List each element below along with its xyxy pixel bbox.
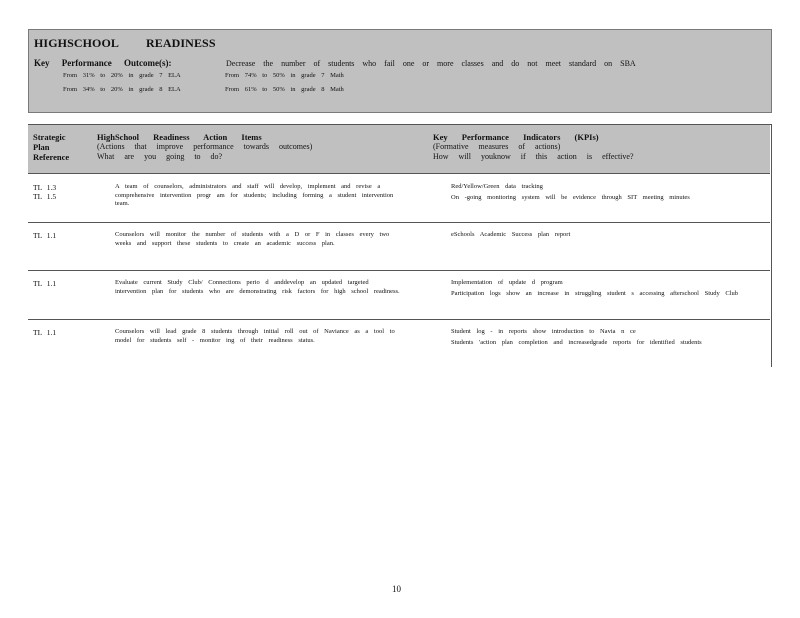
- header-kpis: [433, 132, 733, 162]
- math-target: From 61% to 50% in grade 8 Math: [225, 86, 344, 93]
- title-part2: READINESS: [146, 36, 216, 50]
- header-text: Strategic: [33, 132, 66, 142]
- header-text: Plan: [33, 142, 50, 152]
- table-row: [28, 319, 770, 367]
- header-text: Reference: [33, 152, 70, 162]
- header-strategic-plan: [33, 132, 69, 162]
- action-item: A team of counselors, administrators and staff will develop, implement and revise a comprehensive intervention progr am for students; including forming a student intervention team.: [115, 183, 394, 207]
- page-number: 10: [392, 584, 401, 594]
- ref-text: TL 1.5: [33, 192, 57, 201]
- ref-text: TL 1.1: [33, 231, 57, 240]
- header-text: What are you going to do?: [97, 152, 223, 161]
- ref-text: TL 1.1: [33, 328, 57, 337]
- action-table: [28, 124, 772, 367]
- action-item: Evaluate current Study Club/ Connections perio d anddevelop an updated targeted intervention plan for students who are demonstrating risk factors for high school readiness.: [115, 279, 400, 295]
- kpi-item: Red/Yellow/Green data tracking: [451, 183, 543, 190]
- math-target: From 74% to 50% in grade 7 Math: [225, 72, 344, 79]
- section-title: [34, 36, 216, 51]
- kpi-item: On -going monitoring system will be evidence through SIT meeting minutes: [451, 194, 690, 201]
- from-row: [49, 72, 344, 79]
- table-row: [28, 222, 770, 271]
- kpo-text: Decrease the number of students who fail one or more classes and do not meet standard on SBA: [226, 59, 636, 68]
- kpi-item: Participation logs show an increase in struggling student s accessing afterschool Study Club: [451, 290, 739, 297]
- plan-reference: [33, 279, 56, 288]
- table-header: [28, 125, 770, 174]
- plan-reference: [33, 183, 56, 201]
- action-item: Counselors will lead grade 8 students through initial roll out of Naviance as a tool to model for students self - monitor ing of their readiness status.: [115, 328, 395, 344]
- header-text: How will youknow if this action is effective?: [433, 152, 634, 161]
- plan-reference: [33, 328, 56, 337]
- plan-reference: [33, 231, 56, 240]
- header-text: HighSchool Readiness Action Items: [97, 132, 262, 142]
- action-item: Counselors will monitor the number of students with a D or F in classes every two weeks and support these students to create an academic success plan.: [115, 231, 390, 247]
- kpi-item: Implementation of update d program: [451, 279, 563, 286]
- kpi-item: Students 'action plan completion and increasedgrade reports for identified students: [451, 339, 702, 346]
- ela-target: From 34% to 20% in grade 8 ELA: [63, 86, 181, 93]
- outcome-box: [28, 29, 772, 113]
- header-text: Key Performance Indicators (KPIs): [433, 132, 599, 142]
- kpi-item: eSchools Academic Success plan report: [451, 231, 571, 238]
- header-text: (Actions that improve performance towards outcomes): [97, 142, 313, 151]
- ref-text: TL 1.1: [33, 279, 57, 288]
- header-action-items: [97, 132, 367, 162]
- ref-text: TL 1.3: [33, 183, 57, 192]
- ela-target: From 31% to 20% in grade 7 ELA: [63, 72, 181, 79]
- kpo-line: [34, 58, 769, 68]
- table-row: [28, 174, 770, 223]
- header-text: (Formative measures of actions): [433, 142, 561, 151]
- table-row: [28, 270, 770, 320]
- title-part1: HIGHSCHOOL: [34, 36, 120, 50]
- from-row: [49, 86, 344, 93]
- kpo-label: Key Performance Outcome(s):: [34, 58, 172, 68]
- kpi-item: Student log - in reports show introduction to Navia n ce: [451, 328, 636, 335]
